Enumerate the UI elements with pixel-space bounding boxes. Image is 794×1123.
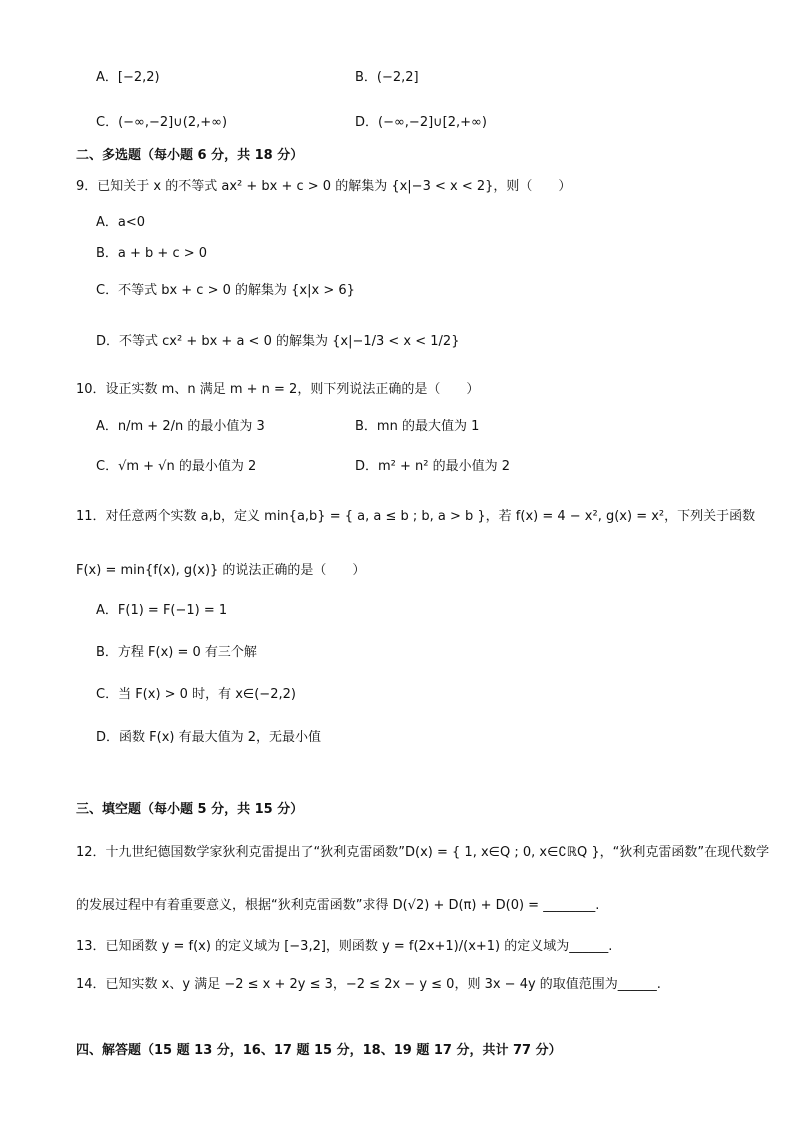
q10-option-d: D．m² + n² 的最小值为 2 [355, 459, 511, 474]
section-heading-fill-in: 三、填空题（每小题 5 分，共 15 分） [76, 802, 304, 817]
q9-option-a: A．a<0 [96, 215, 146, 230]
q11-option-d: D．函数 F(x) 有最大值为 2，无最小值 [96, 730, 321, 745]
q8-option-a: A．[−2,2) [96, 70, 160, 85]
q10-option-a: A．n/m + 2/n 的最小值为 3 [96, 419, 265, 434]
q11-stem-line2: F(x) = min{f(x), g(x)} 的说法正确的是（ ） [76, 563, 366, 578]
q8-option-b: B．(−2,2] [355, 70, 419, 85]
q12-line1: 12．十九世纪德国数学家狄利克雷提出了“狄利克雷函数”D(x) = { 1, x∈Q ; 0, x∈∁ℝQ }，“狄利克雷函数”在现代数学 [76, 845, 770, 860]
q14-text: 14．已知实数 x、y 满足 −2 ≤ x + 2y ≤ 3，−2 ≤ 2x − y ≤ 0，则 3x − 4y 的取值范围为______. [76, 977, 661, 992]
q9-stem: 9．已知关于 x 的不等式 ax² + bx + c > 0 的解集为 {x|−3 < x < 2}，则（ ） [76, 179, 572, 194]
q8-option-c: C．(−∞,−2]∪(2,+∞) [96, 115, 228, 130]
section-heading-answer: 四、解答题（15 题 13 分，16、17 题 15 分，18、19 题 17 分，共计 77 分） [76, 1043, 562, 1058]
q9-option-b: B．a + b + c > 0 [96, 246, 208, 261]
q11-option-c: C．当 F(x) > 0 时，有 x∈(−2,2) [96, 687, 296, 702]
q12-line2: 的发展过程中有着重要意义，根据“狄利克雷函数”求得 D(√2) + D(π) + D(0) = ________. [76, 898, 600, 913]
q8-option-d: D．(−∞,−2]∪[2,+∞) [355, 115, 487, 130]
q10-stem: 10．设正实数 m、n 满足 m + n = 2，则下列说法正确的是（ ） [76, 382, 480, 397]
q11-option-a: A．F(1) = F(−1) = 1 [96, 603, 228, 618]
q10-option-b: B．mn 的最大值为 1 [355, 419, 480, 434]
q9-option-d: D．不等式 cx² + bx + a < 0 的解集为 {x|−1/3 < x < 1/2} [96, 334, 460, 349]
q11-option-b: B．方程 F(x) = 0 有三个解 [96, 645, 257, 660]
section-heading-multiple-choice: 二、多选题（每小题 6 分，共 18 分） [76, 148, 304, 163]
q10-option-c: C．√m + √n 的最小值为 2 [96, 459, 257, 474]
q11-stem-line1: 11．对任意两个实数 a,b，定义 min{a,b} = { a, a ≤ b ; b, a > b }，若 f(x) = 4 − x², g(x) = x²，下列关于函数 [76, 509, 756, 524]
q9-option-c: C．不等式 bx + c > 0 的解集为 {x|x > 6} [96, 283, 355, 298]
q13-text: 13．已知函数 y = f(x) 的定义域为 [−3,2]，则函数 y = f(2x+1)/(x+1) 的定义域为______. [76, 939, 613, 954]
